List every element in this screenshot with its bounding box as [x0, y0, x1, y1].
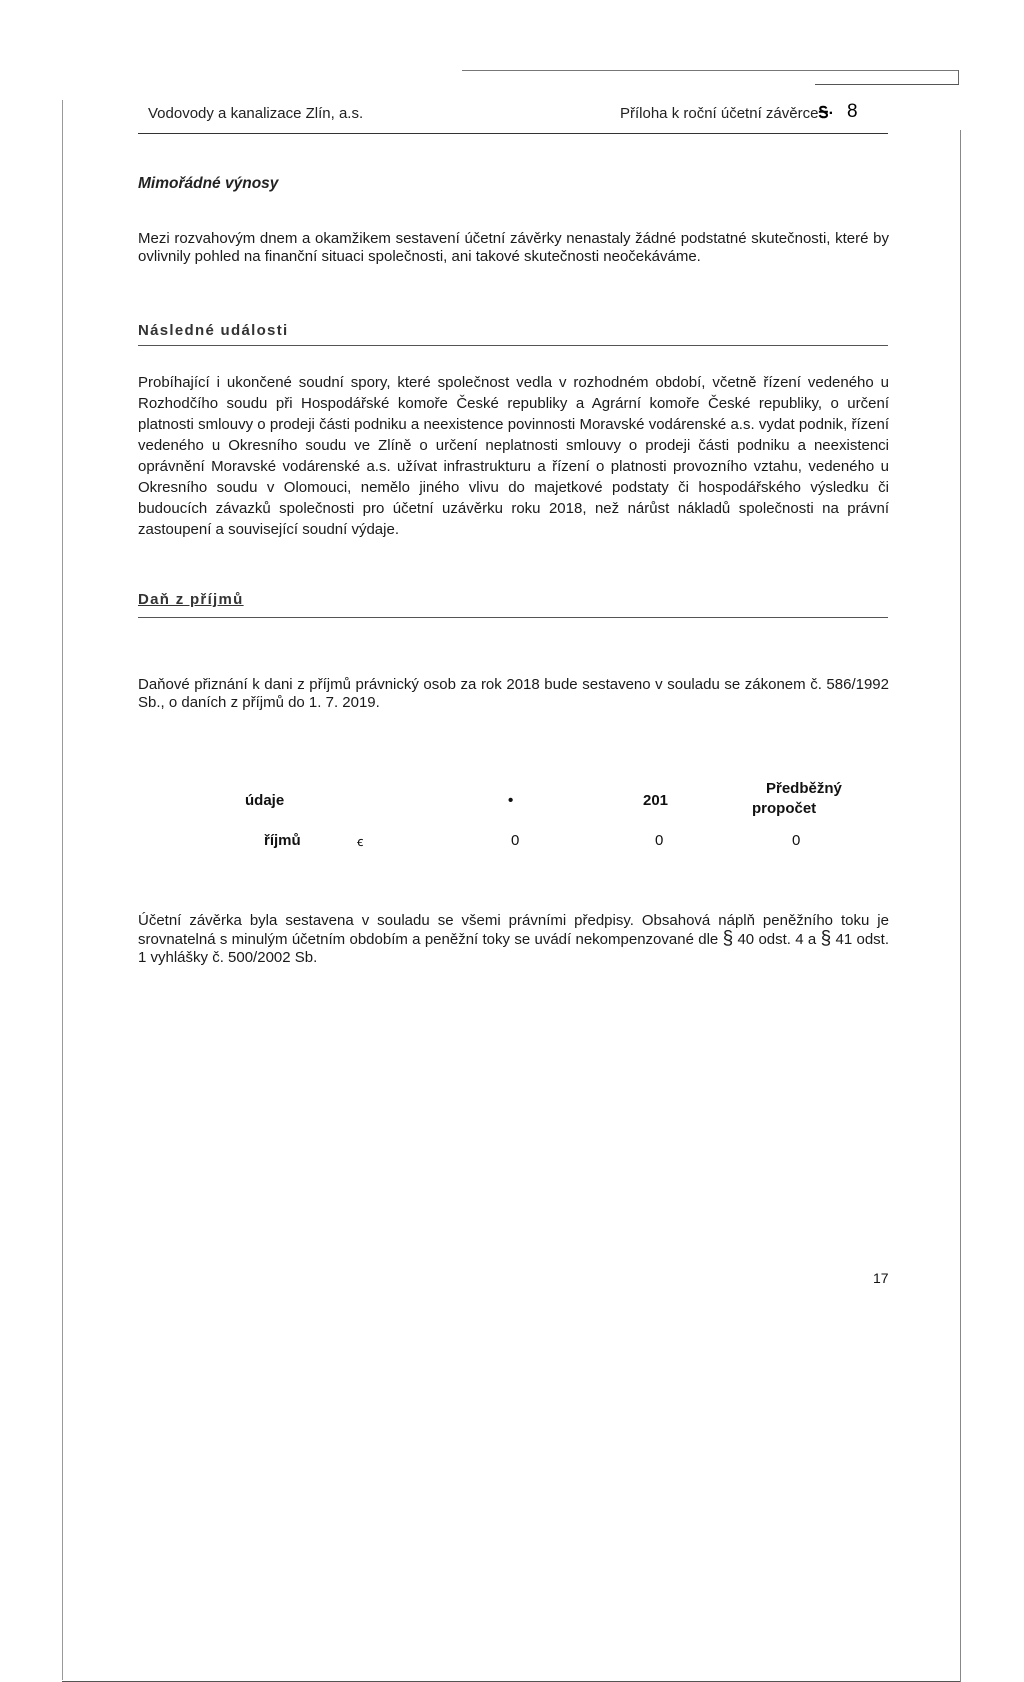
section-heading-income-tax: Daň z příjmů — [138, 591, 244, 608]
paragraph-closing — [138, 912, 889, 967]
table-head-label: údaje — [245, 792, 285, 809]
table-row-value-2: 0 — [655, 832, 664, 849]
table-row-value-3: 0 — [792, 832, 801, 849]
table-head-calculation: propočet — [752, 800, 817, 817]
frame-top-corner — [958, 70, 959, 84]
closing-text-3: 41 odst. 1 vyhlášky č. 500/2002 Sb. — [138, 931, 889, 966]
header-page-ref: 8 — [847, 101, 858, 122]
table-row-mark: ꞓ — [357, 834, 364, 849]
frame-top-line — [462, 70, 959, 71]
table-head-dot: • — [508, 792, 514, 809]
section-heading-subsequent: Následné události — [138, 322, 289, 339]
paragraph-income-tax: Daňové přiznání k dani z příjmů právnický osob za rok 2018 bude sestaveno v souladu se zákonem č. 586/1992 Sb., o daních z příjmů do 1. 7. 2019. — [138, 676, 889, 711]
closing-text-2: 40 odst. 4 a — [733, 931, 821, 948]
paragraph-extraordinary: Mezi rozvahovým dnem a okamžikem sestavení účetní závěrky nenastaly žádné podstatné skutečnosti, které by ovlivnily pohled na finanční situaci společnosti, ani takové skutečnosti neočekáváme. — [138, 230, 889, 265]
table-head-year: 201 — [643, 792, 669, 809]
table-head-preliminary: Předběžný — [766, 780, 842, 797]
table-row-value-1: 0 — [511, 832, 520, 849]
paragraph-subsequent: Probíhající i ukončené soudní spory, které společnost vedla v rozhodném období, včetně řízení vedeného u Rozhodčího soudu při Hospodářské komoře České republiky a Agrární komoře České republiky, o určení platnosti smlouvy o prodeji části podniku a neexistence povinnosti Moravské vodárenské a.s. vydat podnik, řízení vedeného u Okresního soudu ve Zlíně o určení neplatnosti smlouvy o prodeji části podniku a neexistenci oprávnění Moravské vodárenské a.s. užívat infrastrukturu a řízení o platnosti provozního vztahu, vedeného u Okresního soudu v Olomouci, nemělo jiného vlivu do majetkové podstaty či hospodářského výsledku či budoucích závazků společnosti pro účetní uzávěrku roku 2018, než nárůst nákladů společnosti na právní zastoupení a související soudní výdaje. — [138, 374, 889, 538]
frame-left-line — [62, 100, 63, 1680]
rule-subsequent — [138, 345, 888, 346]
company-name: Vodovody a kanalizace Zlín, a.s. — [148, 105, 364, 122]
header-mark: Ꭶ· — [818, 105, 834, 122]
page-number: 17 — [873, 1270, 889, 1286]
section-heading-extraordinary: Mimořádné výnosy — [138, 175, 279, 192]
frame-right-line — [960, 130, 961, 1682]
section-sign-2: § — [820, 928, 832, 949]
table-row-label: říjmů — [264, 832, 301, 849]
rule-income-tax — [138, 617, 888, 618]
closing-text-1: Účetní závěrka byla sestavena v souladu se všemi právními předpisy. Obsahová náplň peněžního toku je srovnatelná s minulým účetním obdobím a peněžní toky se uvádí nekompenzované dle — [138, 912, 889, 948]
header-appendix — [620, 105, 834, 123]
appendix-title: Příloha k roční účetní závěrce — [620, 105, 819, 122]
section-sign-1: § — [722, 928, 734, 949]
frame-top-line-2 — [815, 84, 959, 85]
header-rule — [138, 133, 888, 134]
